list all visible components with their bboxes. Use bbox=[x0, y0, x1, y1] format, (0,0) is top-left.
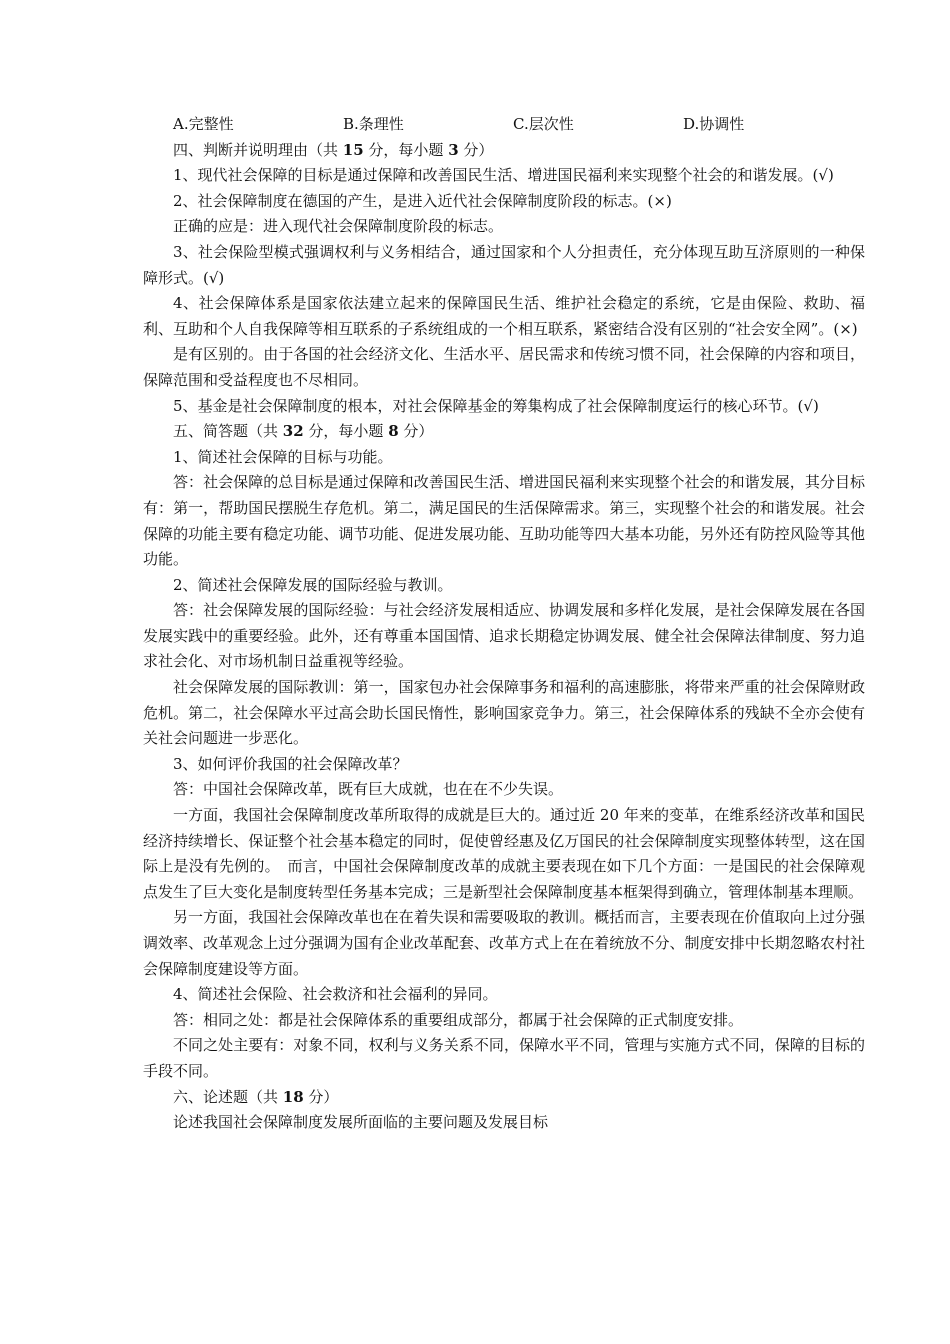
s5-item: 社会保障发展的国际教训：第一，国家包办社会保障事务和福利的高速膨胀，将带来严重的社会保障财政危机。第二，社会保障水平过高会助长国民惰性，影响国家竞争力。第三，社会保障体系的残缺不全亦会使有关社会问题进一步恶化。 bbox=[143, 678, 865, 748]
s4-item: 3、社会保险型模式强调权利与义务相结合，通过国家和个人分担责任，充分体现互助互济原则的一种保障形式。(√) bbox=[143, 242, 865, 287]
choice-options bbox=[143, 112, 865, 138]
s5-item: 1、简述社会保障的目标与功能。 bbox=[173, 447, 393, 466]
s5-item: 2、简述社会保障发展的国际经验与教训。 bbox=[173, 575, 453, 594]
s4-item: 4、社会保障体系是国家依法建立起来的保障国民生活、维护社会稳定的系统，它是由保险、救助、福利、互助和个人自我保障等相互联系的子系统组成的一个相互联系，紧密结合没有区别的“社会安全网”。(×) bbox=[143, 294, 865, 338]
s5-item: 答：社会保障发展的国际经验：与社会经济发展相适应、协调发展和多样化发展，是社会保障发展在各国发展实践中的重要经验。此外，还有尊重本国国情、追求长期稳定协调发展、健全社会保障法律制度、努力追求社会化、对市场机制日益重视等经验。 bbox=[143, 601, 865, 671]
s5-item: 答：中国社会保障改革，既有巨大成就，也在在不少失误。 bbox=[173, 780, 564, 799]
s6-question: 论述我国社会保障制度发展所面临的主要问题及发展目标 bbox=[173, 1113, 549, 1132]
s5-item: 答：相同之处：都是社会保障体系的重要组成部分，都属于社会保障的正式制度安排。 bbox=[173, 1010, 744, 1029]
s5-item: 不同之处主要有：对象不同，权利与义务关系不同，保障水平不同，管理与实施方式不同，保障的目标的手段不同。 bbox=[143, 1036, 865, 1080]
section-6-heading: 六、论述题（共 18 分） bbox=[173, 1087, 339, 1106]
s4-item: 正确的应是：进入现代社会保障制度阶段的标志。 bbox=[173, 217, 504, 236]
s4-item: 2、社会保障制度在德国的产生，是进入近代社会保障制度阶段的标志。(×) bbox=[173, 191, 672, 210]
s5-item: 答：社会保障的总目标是通过保障和改善国民生活、增进国民福利来实现整个社会的和谐发展，其分目标有：第一，帮助国民摆脱生存危机。第二，满足国民的生活保障需求。第三，实现整个社会的和谐发展。社会保障的功能主要有稳定功能、调节功能、促进发展功能、互助功能等四大基本功能，另外还有防控风险等其他功能。 bbox=[143, 473, 865, 569]
option-b: B.条理性 bbox=[343, 115, 404, 133]
option-c: C.层次性 bbox=[513, 115, 574, 133]
section-5-heading: 五、简答题（共 32 分，每小题 8 分） bbox=[173, 422, 434, 441]
option-d: D.协调性 bbox=[683, 115, 745, 133]
option-a: A.完整性 bbox=[173, 115, 234, 133]
section-4-heading: 四、判断并说明理由（共 15 分，每小题 3 分） bbox=[173, 140, 494, 159]
s5-item: 另一方面，我国社会保障改革也在在着失误和需要吸取的教训。概括而言，主要表现在价值取向上过分强调效率、改革观念上过分强调为国有企业改革配套、改革方式上在在着统放不分、制度安排中长期忽略农村社会保障制度建设等方面。 bbox=[143, 908, 865, 978]
s5-item: 3、如何评价我国的社会保障改革？ bbox=[173, 754, 408, 773]
document-page bbox=[143, 112, 865, 1136]
s4-item: 是有区别的。由于各国的社会经济文化、生活水平、居民需求和传统习惯不同，社会保障的内容和项目，保障范围和受益程度也不尽相同。 bbox=[143, 345, 865, 389]
s5-item: 一方面，我国社会保障制度改革所取得的成就是巨大的。通过近 20 年来的变革，在维系经济改革和国民经济持续增长、保证整个社会基本稳定的同时，促使曾经惠及亿万国民的社会保障制度实现整体转型，这在国际上是没有先例的。 而言，中国社会保障制度改革的成就主要表现在如下几个方面：一是国民的社会保障观点发生了巨大变化是制度转型任务基本完成；三是新型社会保障制度基本框架得到确立，管理体制基本理顺。 bbox=[143, 806, 865, 901]
s4-item: 1、现代社会保障的目标是通过保障和改善国民生活、增进国民福利来实现整个社会的和谐发展。(√) bbox=[173, 166, 834, 185]
s4-item: 5、基金是社会保障制度的根本，对社会保障基金的筹集构成了社会保障制度运行的核心环节。(√) bbox=[173, 396, 819, 415]
s5-item: 4、简述社会保险、社会救济和社会福利的异同。 bbox=[173, 985, 498, 1004]
